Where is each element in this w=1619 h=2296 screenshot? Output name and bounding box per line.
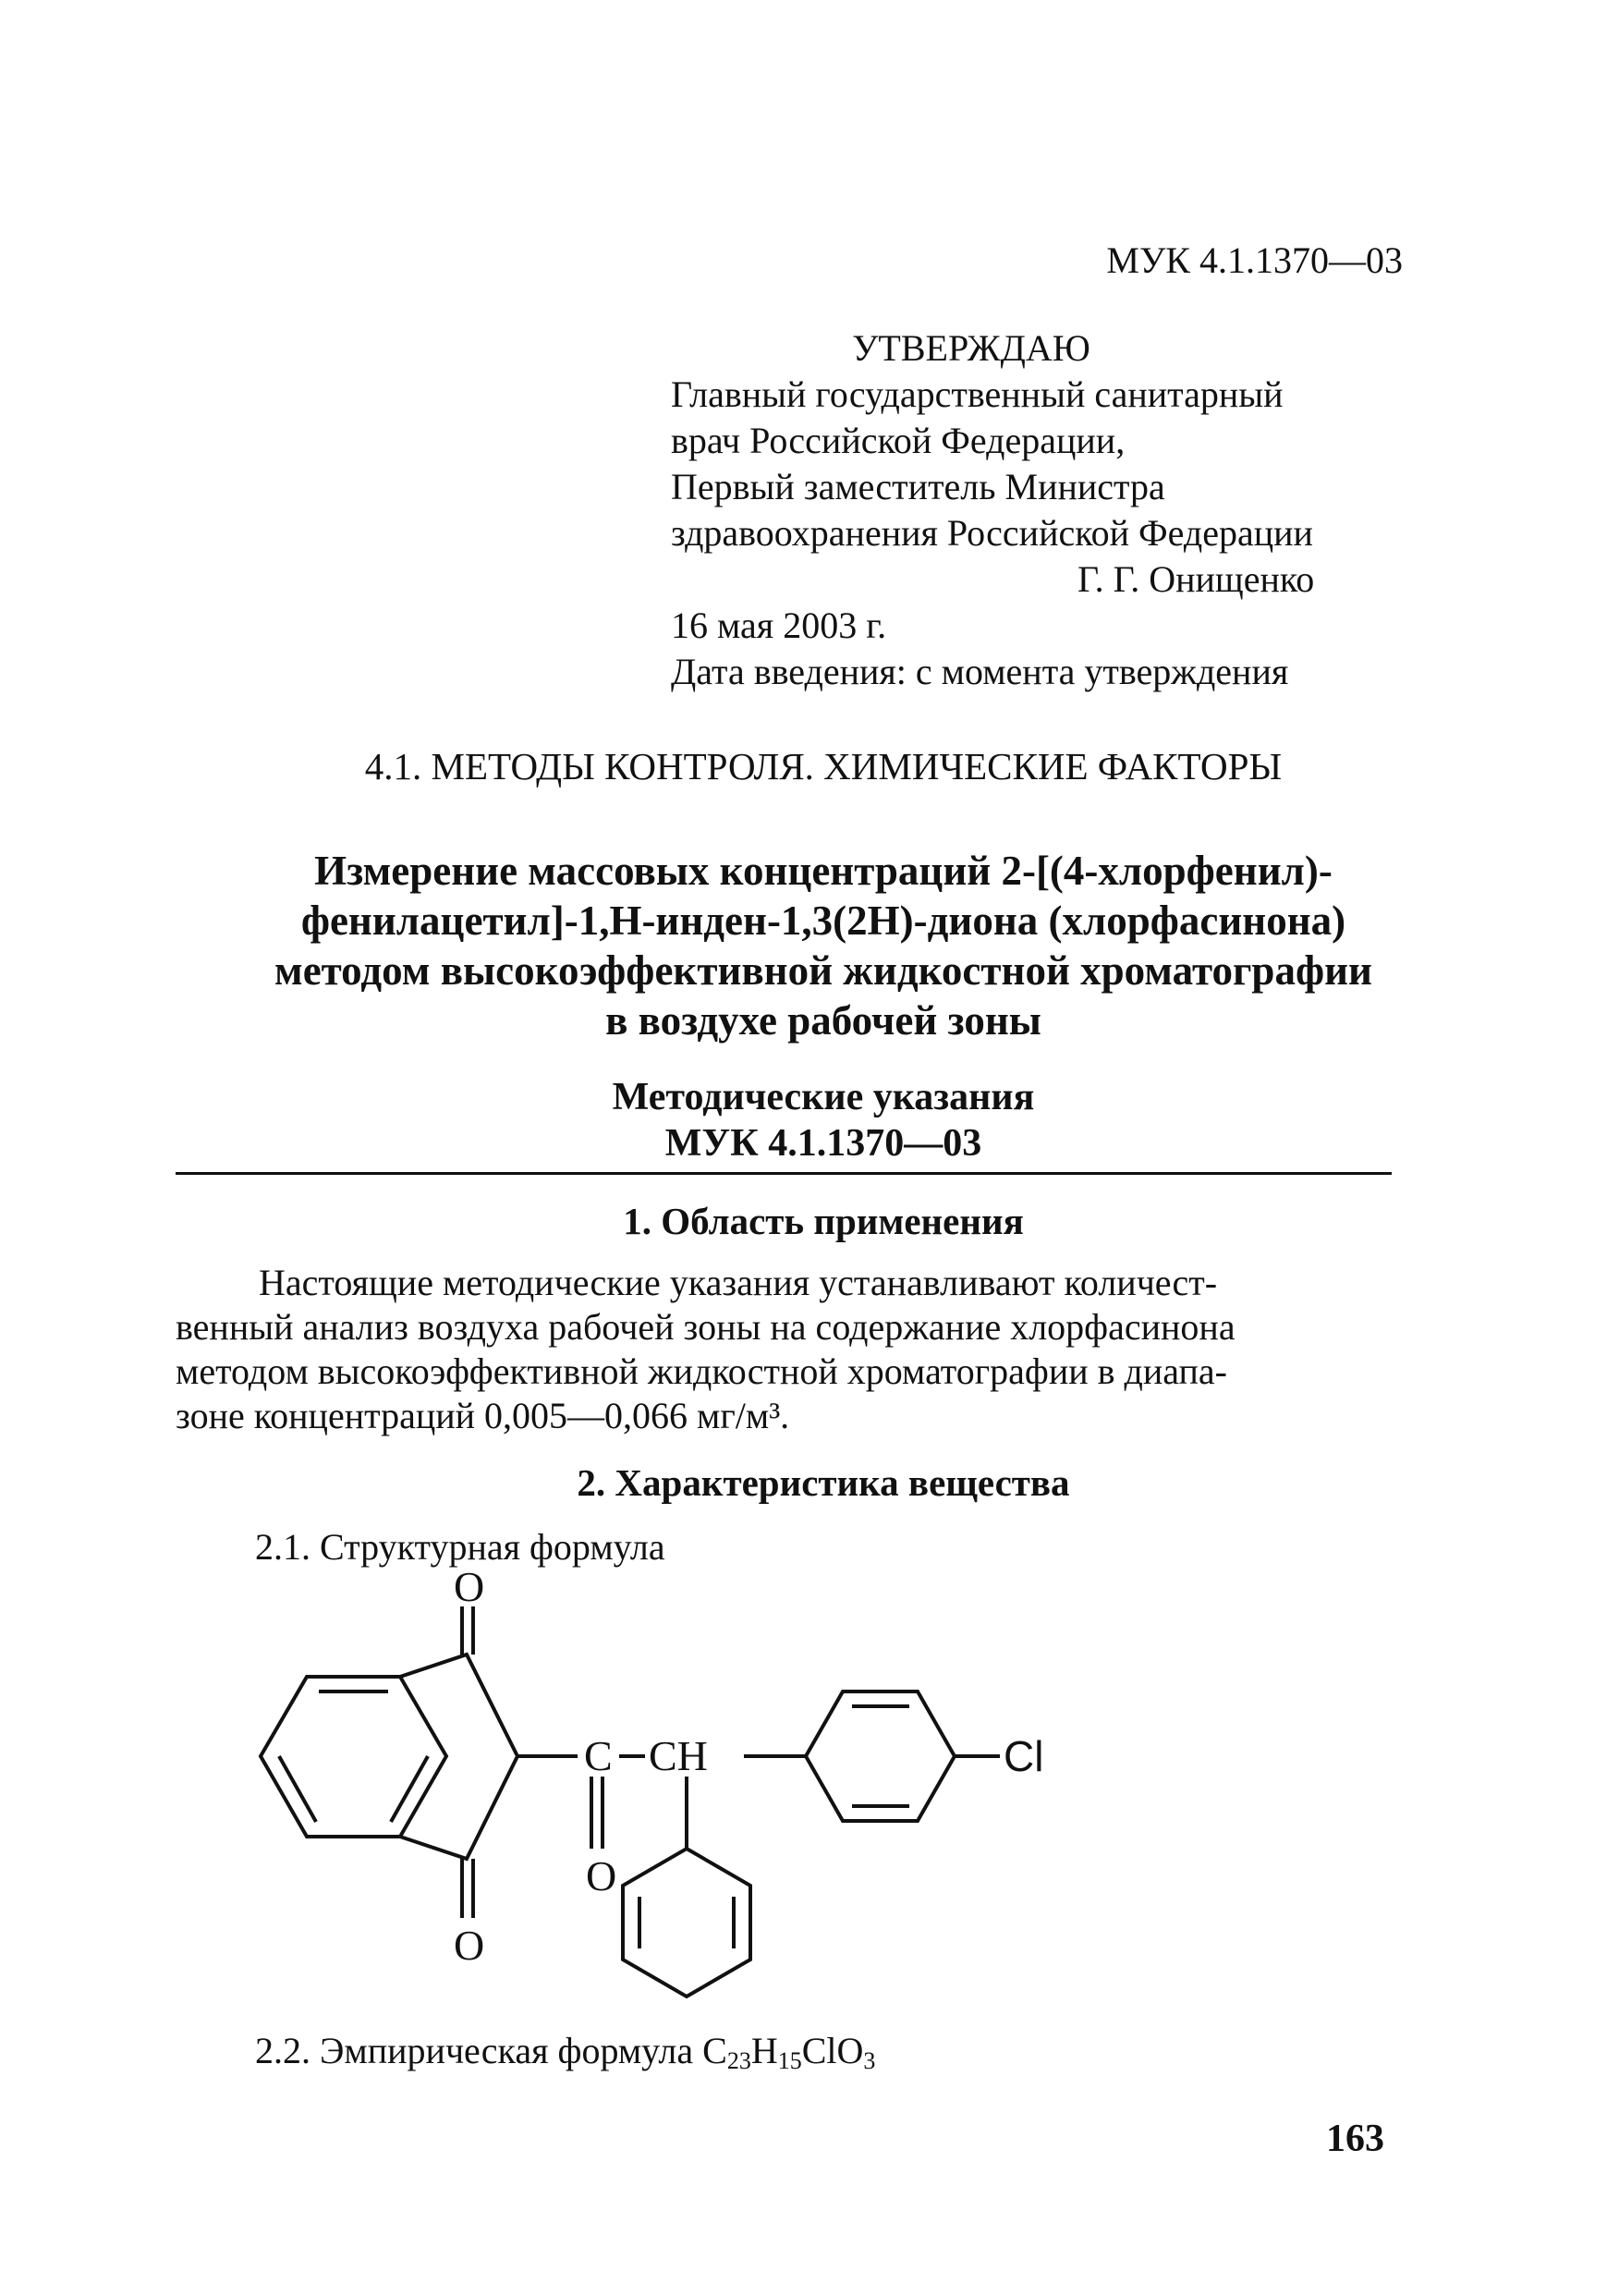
empirical-formula-line xyxy=(255,2029,875,2075)
ring-double-bond xyxy=(391,1756,428,1822)
atom-o-carbonyl: O xyxy=(586,1852,617,1899)
atom-ch: CH xyxy=(649,1732,708,1779)
formula-element: H xyxy=(750,2030,778,2071)
title-line: фенилацетил]-1,Н-инден-1,3(2Н)-диона (хлорфасинона) xyxy=(300,898,1346,944)
formula-count: 23 xyxy=(726,2047,751,2074)
effective-date: Дата введения: с момента утверждения xyxy=(671,651,1289,692)
body-line: методом высокоэффективной жидкостной хроматографии в диапа- xyxy=(176,1350,1227,1392)
doc-type-code: МУК 4.1.1370—03 xyxy=(664,1122,982,1165)
formula-element: C xyxy=(702,2030,727,2071)
title-line: методом высокоэффективной жидкостной хроматографии xyxy=(274,947,1372,994)
atom-o-top: O xyxy=(454,1571,485,1610)
body-line: Настоящие методические указания устанавливают количест- xyxy=(259,1262,1218,1303)
approval-date: 16 мая 2003 г. xyxy=(671,605,887,646)
approval-line: здравоохранения Российской Федерации xyxy=(671,512,1313,554)
approval-line: Первый заместитель Министра xyxy=(671,466,1165,507)
five-ring xyxy=(400,1655,517,1859)
phenyl-ring xyxy=(623,1849,750,1997)
approval-line: Главный государственный санитарный xyxy=(671,373,1284,415)
document-code: МУК 4.1.1370—03 xyxy=(1106,239,1403,281)
formula-count: 3 xyxy=(863,2047,876,2074)
document-title xyxy=(0,846,1619,1045)
approval-block xyxy=(671,325,1373,695)
section-1-title: 1. Область применения xyxy=(623,1200,1024,1242)
formula-count: 15 xyxy=(777,2047,802,2074)
body-line: зоне концентраций 0,005—0,066 мг/м³. xyxy=(176,1395,790,1436)
horizontal-rule xyxy=(176,1172,1392,1175)
atom-o-bottom: O xyxy=(454,1922,485,1969)
structural-formula-diagram xyxy=(240,1571,1072,2006)
approval-line: врач Российской Федерации, xyxy=(671,420,1126,461)
chlorophenyl-ring xyxy=(806,1691,955,1821)
section-1-body xyxy=(176,1261,1392,1438)
doc-type-line: Методические указания xyxy=(612,1076,1035,1118)
page-number: 163 xyxy=(1326,2118,1384,2160)
atom-cl: Cl xyxy=(1004,1732,1044,1780)
section-2-title: 2. Характеристика вещества xyxy=(577,1461,1070,1504)
atom-c: C xyxy=(584,1732,613,1779)
section-heading: 4.1. МЕТОДЫ КОНТРОЛЯ. ХИМИЧЕСКИЕ ФАКТОРЫ xyxy=(364,745,1283,788)
empirical-formula-label: 2.2. Эмпирическая формула xyxy=(255,2030,703,2071)
document-type xyxy=(0,1074,1619,1166)
formula-element: ClO xyxy=(801,2030,864,2071)
structural-formula-label: 2.1. Структурная формула xyxy=(255,1526,665,1568)
title-line: в воздухе рабочей зоны xyxy=(605,997,1041,1044)
benzene-ring xyxy=(261,1677,446,1837)
title-line: Измерение массовых концентраций 2-[(4-хлорфенил)- xyxy=(314,848,1333,894)
approval-signer: Г. Г. Онищенко xyxy=(1077,558,1315,600)
ring-double-bond xyxy=(279,1756,316,1822)
body-line: венный анализ воздуха рабочей зоны на содержание хлорфасинона xyxy=(176,1306,1236,1348)
approval-title: УТВЕРЖДАЮ xyxy=(852,327,1090,369)
